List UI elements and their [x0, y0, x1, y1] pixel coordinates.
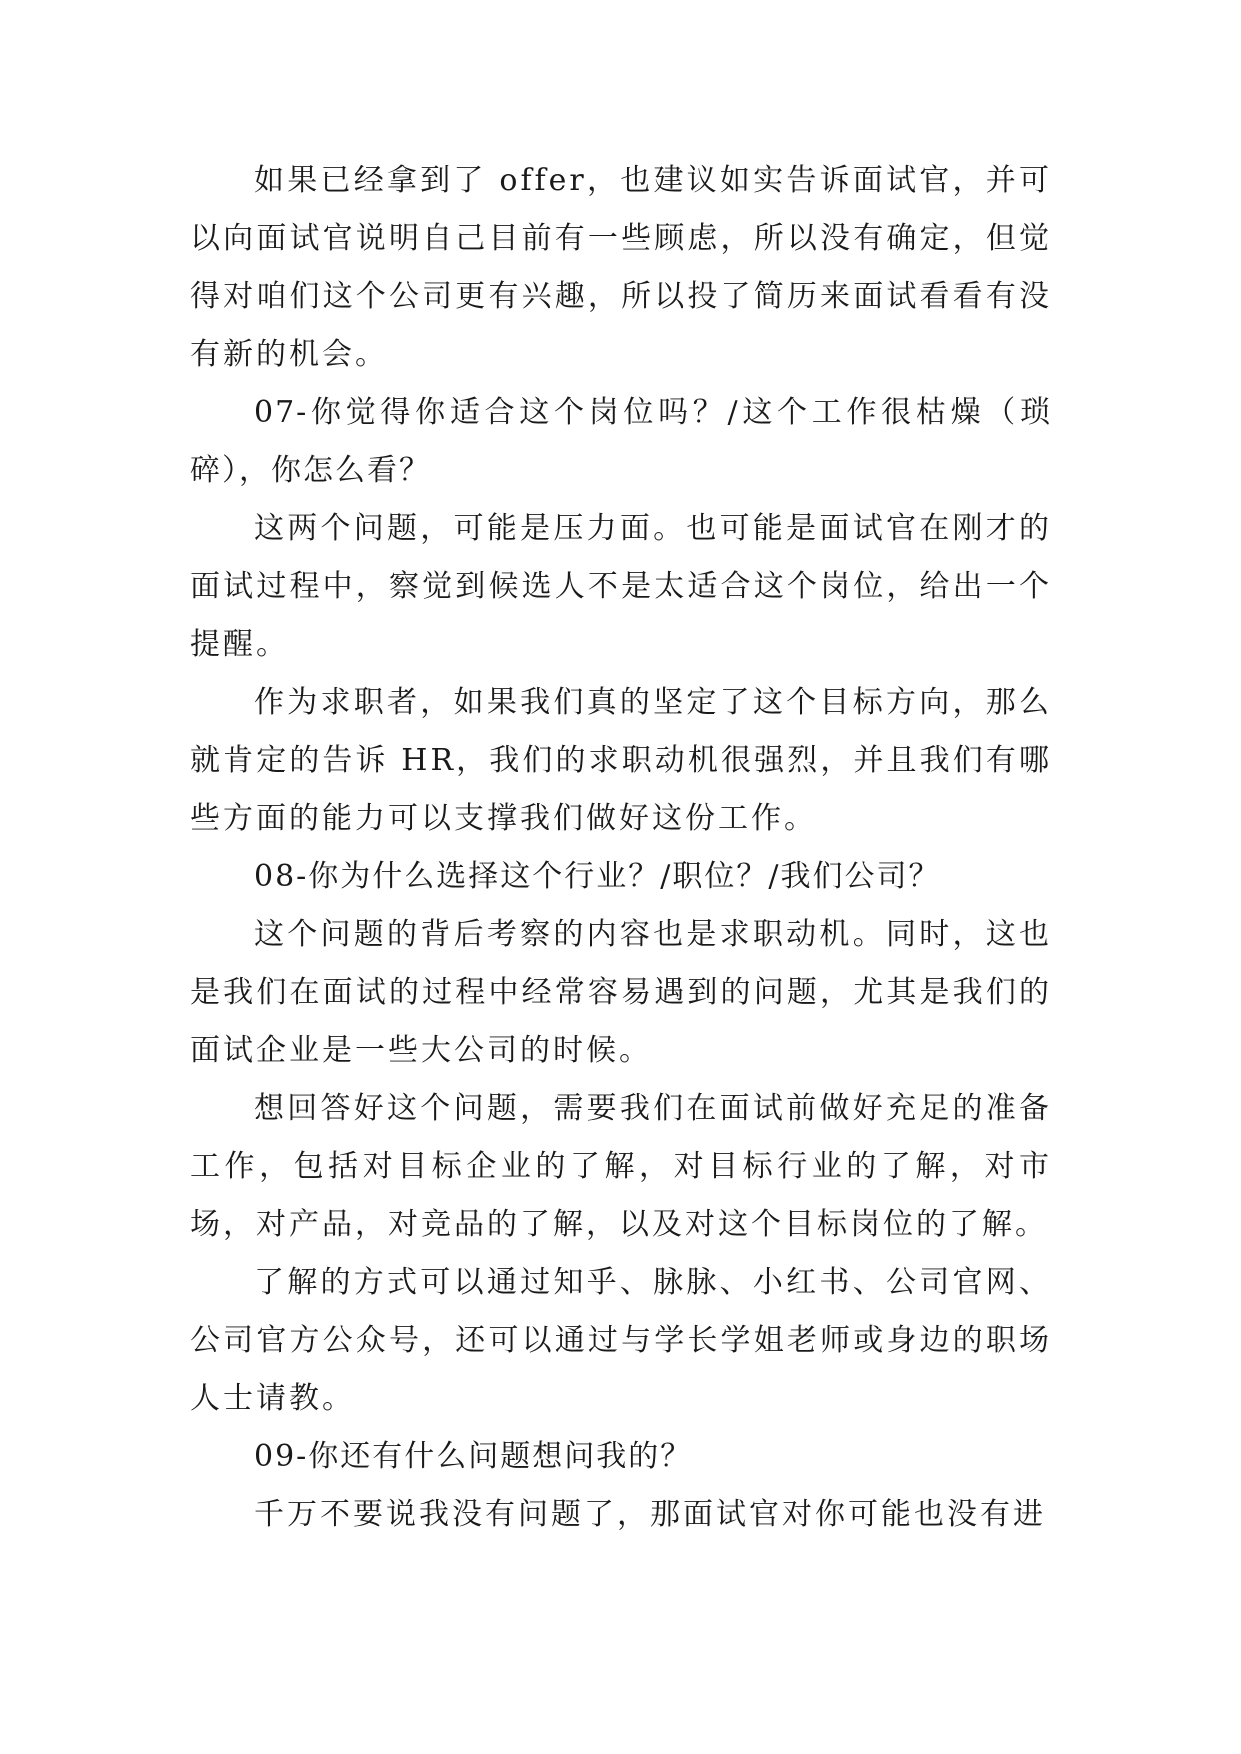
document-body — [190, 152, 1052, 1544]
question-heading-09: 09-你还有什么问题想问我的？ — [254, 1439, 693, 1474]
paragraph-job-seeker-motivation: 作为求职者，如果我们真的坚定了这个目标方向，那么就肯定的告诉 HR，我们的求职动机很强烈，并且我们有哪些方面的能力可以支撑我们做好这份工作。 — [190, 685, 1052, 836]
paragraph-motivation-assessment: 这个问题的背后考察的内容也是求职动机。同时，这也是我们在面试的过程中经常容易遇到的问题，尤其是我们的面试企业是一些大公司的时候。 — [190, 917, 1052, 1068]
paragraph-offer-advice: 如果已经拿到了 offer，也建议如实告诉面试官，并可以向面试官说明自己目前有一些顾虑，所以没有确定，但觉得对咱们这个公司更有兴趣，所以投了简历来面试看看有没有新的机会。 — [190, 163, 1052, 372]
question-heading-08: 08-你为什么选择这个行业？/职位？/我们公司？ — [254, 859, 941, 894]
paragraph-ask-questions: 千万不要说我没有问题了，那面试官对你可能也没有进 — [254, 1497, 1046, 1532]
paragraph-pressure-interview: 这两个问题，可能是压力面。也可能是面试官在刚才的面试过程中，察觉到候选人不是太适合这个岗位，给出一个提醒。 — [190, 511, 1052, 662]
question-heading-07: 07-你觉得你适合这个岗位吗？/这个工作很枯燥（琐碎），你怎么看？ — [190, 395, 1052, 488]
paragraph-research-channels: 了解的方式可以通过知乎、脉脉、小红书、公司官网、公司官方公众号，还可以通过与学长学姐老师或身边的职场人士请教。 — [190, 1265, 1052, 1416]
paragraph-preparation: 想回答好这个问题，需要我们在面试前做好充足的准备工作，包括对目标企业的了解，对目标行业的了解，对市场，对产品，对竞品的了解，以及对这个目标岗位的了解。 — [190, 1091, 1052, 1242]
